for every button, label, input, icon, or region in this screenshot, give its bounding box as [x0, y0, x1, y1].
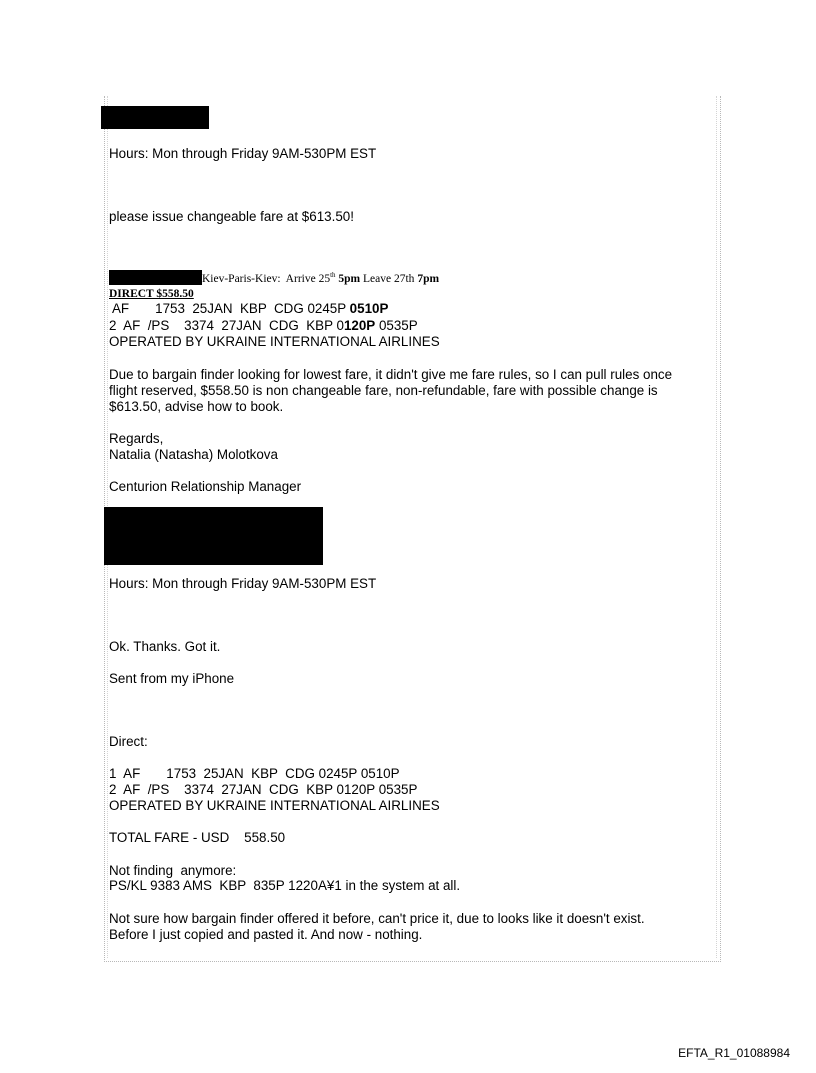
closing-line-2: Before I just copied and pasted it. And now - nothing. [109, 927, 423, 942]
document-id-footer: EFTA_R1_01088984 [678, 1046, 790, 1060]
itinerary-2-line-1: 1 AF 1753 25JAN KBP CDG 0245P 0510P [109, 766, 400, 781]
itinerary-1-line-2: 2 AF /PS 3374 27JAN CDG KBP 0120P 0535P [109, 318, 418, 333]
direct-price-heading: DIRECT $558.50 [109, 288, 194, 300]
route-prefix: Kiev-Paris-Kiev: Arrive 25 [202, 273, 331, 285]
closing-line-1: Not sure how bargain finder offered it before, can't price it, due to looks like it doesn't exist. [109, 911, 645, 926]
total-fare-text: TOTAL FARE - USD 558.50 [109, 830, 286, 845]
not-finding-line-2: PS/KL 9383 AMS KBP 835P 1220A¥1 in the system at all. [109, 878, 461, 893]
redaction-block-2 [109, 270, 202, 285]
sender-title: Centurion Relationship Manager [109, 479, 302, 494]
message-1-line-1: Due to bargain finder looking for lowest fare, it didn't give me fare rules, so I can pull rules once [109, 367, 673, 382]
message-1-line-3: $613.50, advise how to book. [109, 399, 284, 414]
itinerary-2-line-2: 2 AF /PS 3374 27JAN CDG KBP 0120P 0535P [109, 782, 418, 797]
itinerary-1-line-1: AF 1753 25JAN KBP CDG 0245P 0510P [109, 301, 389, 316]
hours-text-2: Hours: Mon through Friday 9AM-530PM EST [109, 576, 377, 591]
route-line: Kiev-Paris-Kiev: Arrive 25th 5pm Leave 27th 7pm [202, 271, 440, 285]
route-superscript: th [330, 271, 336, 280]
sender-name: Natalia (Natasha) Molotkova [109, 447, 278, 462]
itinerary-2-line-3: OPERATED BY UKRAINE INTERNATIONAL AIRLINES [109, 798, 440, 813]
reply-text: Ok. Thanks. Got it. [109, 639, 221, 654]
not-finding-line-1: Not finding anymore: [109, 863, 237, 878]
hours-text-1: Hours: Mon through Friday 9AM-530PM EST [109, 146, 377, 161]
itinerary-1-line-3: OPERATED BY UKRAINE INTERNATIONAL AIRLINES [109, 334, 440, 349]
redaction-block-3 [104, 507, 323, 565]
issue-request-text: please issue changeable fare at $613.50! [109, 209, 354, 224]
redaction-block-1 [101, 106, 209, 129]
direct-label: Direct: [109, 734, 148, 749]
arrive-time: 5pm [338, 273, 361, 285]
regards-text: Regards, [109, 431, 164, 446]
message-1-line-2: flight reserved, $558.50 is non changeable fare, non-refundable, fare with possible change is [109, 383, 658, 398]
sent-from-text: Sent from my iPhone [109, 671, 235, 686]
leave-time: 7pm [417, 273, 440, 285]
